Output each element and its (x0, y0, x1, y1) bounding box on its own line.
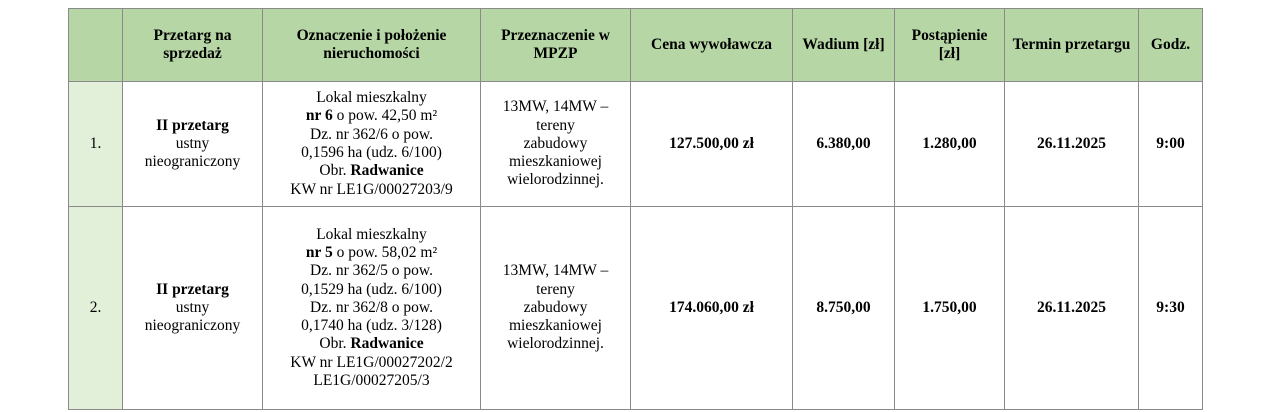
property-line-3: Dz. nr 362/6 o pow. (310, 125, 433, 143)
sale-type-strong: II przetarg (156, 280, 229, 298)
property-line-2 (267, 107, 476, 125)
mpzp-line-2: tereny (536, 280, 575, 298)
property-line-4: 0,1596 ha (udz. 6/100) (301, 144, 442, 161)
property-district-name: Radwanice (350, 162, 424, 180)
property-line-6: KW nr LE1G/00027203/9 (290, 180, 453, 198)
property-unit-number: nr 6 (305, 107, 333, 125)
column-header-date: Termin przetargu (1005, 9, 1139, 82)
mpzp-line-5: wielorodzinnej. (507, 171, 604, 189)
row-deposit: 6.380,00 (793, 82, 895, 207)
mpzp-line-4: mieszkaniowej (509, 317, 602, 335)
sale-type-line-1: ustny (175, 134, 210, 152)
row-index: 1. (69, 82, 123, 207)
column-header-mpzp: Przeznaczenie w MPZP (481, 9, 631, 82)
row-date: 26.11.2025 (1005, 82, 1139, 207)
column-header-sale-type: Przetarg na sprzedaż (123, 9, 263, 82)
mpzp-line-3: zabudowy (523, 134, 588, 152)
auction-table (68, 8, 1203, 410)
property-line-1: Lokal mieszkalny (316, 225, 427, 243)
mpzp-line-1: 13MW, 14MW – (502, 262, 609, 280)
row-deposit: 8.750,00 (793, 207, 895, 410)
property-district-name: Radwanice (350, 335, 424, 353)
property-line-5 (267, 162, 476, 180)
property-line-3: Dz. nr 362/5 o pow. (310, 262, 433, 280)
mpzp-line-2: tereny (536, 116, 575, 134)
property-area: o pow. 42,50 m² (332, 107, 438, 125)
table-row (69, 207, 1203, 410)
column-header-property: Oznaczenie i położenie nieruchomości (263, 9, 481, 82)
property-line-1: Lokal mieszkalny (316, 89, 427, 107)
property-line-8: KW nr LE1G/00027202/2 (290, 353, 453, 371)
table-header-row (69, 9, 1203, 82)
property-area: o pow. 58,02 m² (332, 244, 438, 262)
property-line-9: LE1G/00027205/3 (313, 371, 430, 389)
property-line-2 (267, 244, 476, 262)
row-index: 2. (69, 207, 123, 410)
row-increment: 1.750,00 (895, 207, 1005, 410)
row-sale-type (123, 207, 263, 410)
mpzp-line-3: zabudowy (523, 298, 588, 316)
property-line-5: Dz. nr 362/8 o pow. (310, 298, 433, 316)
mpzp-line-5: wielorodzinnej. (507, 335, 604, 353)
row-mpzp (481, 82, 631, 207)
row-increment: 1.280,00 (895, 82, 1005, 207)
column-header-index (69, 9, 123, 82)
mpzp-line-1: 13MW, 14MW – (502, 98, 609, 116)
property-district-label: Obr. (319, 335, 351, 353)
table-row (69, 82, 1203, 207)
row-mpzp (481, 207, 631, 410)
property-unit-number: nr 5 (305, 244, 333, 262)
sale-type-line-1: ustny (175, 298, 210, 316)
row-time: 9:30 (1139, 207, 1203, 410)
row-time: 9:00 (1139, 82, 1203, 207)
sale-type-line-2: nieograniczony (144, 153, 241, 171)
mpzp-line-4: mieszkaniowej (509, 153, 602, 171)
sale-type-line-2: nieograniczony (144, 317, 241, 335)
column-header-increment: Postąpienie [zł] (895, 9, 1005, 82)
row-price: 174.060,00 zł (631, 207, 793, 410)
property-line-6: 0,1740 ha (udz. 3/128) (301, 317, 442, 335)
row-property-description (263, 207, 481, 410)
row-date: 26.11.2025 (1005, 207, 1139, 410)
row-price: 127.500,00 zł (631, 82, 793, 207)
row-sale-type (123, 82, 263, 207)
column-header-deposit: Wadium [zł] (793, 9, 895, 82)
column-header-price: Cena wywoławcza (631, 9, 793, 82)
property-district-label: Obr. (319, 162, 351, 180)
property-line-7 (267, 335, 476, 353)
column-header-time: Godz. (1139, 9, 1203, 82)
sale-type-strong: II przetarg (156, 116, 229, 134)
row-property-description (263, 82, 481, 207)
property-line-4: 0,1529 ha (udz. 6/100) (301, 280, 442, 298)
